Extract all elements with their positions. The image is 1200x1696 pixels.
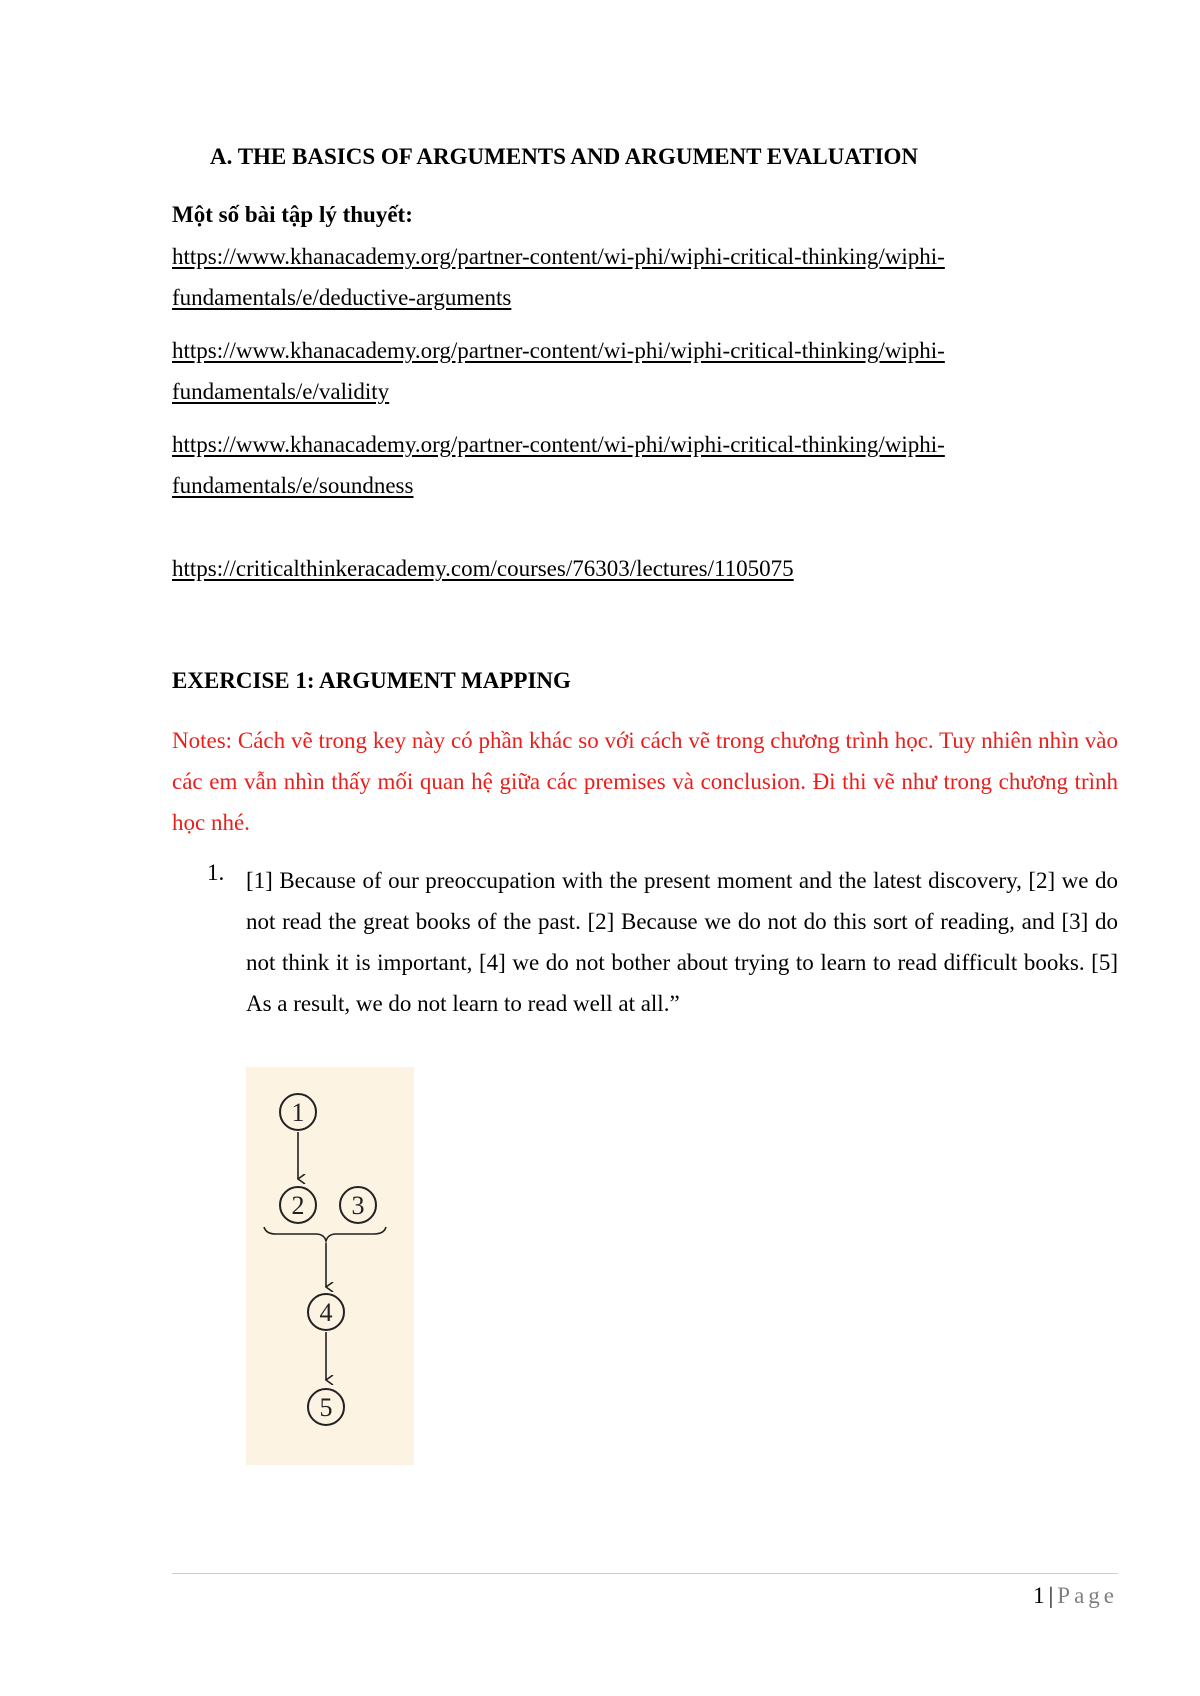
link-line-2: fundamentals/e/soundness [172, 473, 414, 498]
list-item-number: 1. [207, 860, 225, 885]
link-line-1: https://www.khanacademy.org/partner-content/wi-phi/wiphi-critical-thinking/wiphi- [172, 244, 945, 269]
node-label: 5 [319, 1393, 333, 1422]
section-heading: A. THE BASICS OF ARGUMENTS AND ARGUMENT EVALUATION [210, 144, 919, 169]
node-label: 1 [291, 1098, 305, 1127]
page-word: Page [1057, 1583, 1118, 1608]
page-footer [1033, 1583, 1118, 1609]
link-validity[interactable] [172, 330, 945, 412]
link-line-1: https://www.khanacademy.org/partner-content/wi-phi/wiphi-critical-thinking/wiphi- [172, 432, 945, 457]
node-label: 4 [319, 1298, 333, 1327]
notes-paragraph: Notes: Cách vẽ trong key này có phần khác so với cách vẽ trong chương trình học. Tuy nhiên nhìn vào các em vẫn nhìn thấy mối quan hệ giữa các premises và conclusion. Đi thi vẽ như trong chương trình học nhé. [172, 728, 1118, 835]
node-label: 3 [351, 1191, 365, 1220]
page-number: 1 [1033, 1583, 1045, 1608]
link-critical-thinker-academy[interactable] [172, 548, 794, 589]
node-1 [280, 1094, 316, 1130]
node-2 [280, 1187, 316, 1223]
footer-divider [172, 1573, 1118, 1574]
footer-separator: | [1048, 1583, 1054, 1608]
link-line-1: https://www.khanacademy.org/partner-content/wi-phi/wiphi-critical-thinking/wiphi- [172, 338, 945, 363]
node-3 [340, 1187, 376, 1223]
link-line-2: fundamentals/e/deductive-arguments [172, 285, 512, 310]
node-4 [308, 1294, 344, 1330]
link-line-2: fundamentals/e/validity [172, 379, 390, 404]
node-5 [308, 1389, 344, 1425]
link-soundness[interactable] [172, 424, 945, 506]
exercise-title: EXERCISE 1: ARGUMENT MAPPING [172, 668, 571, 693]
grouping-brace [264, 1227, 386, 1241]
argument-map-diagram [246, 1067, 414, 1465]
exercises-subheading: Một số bài tập lý thuyết: [172, 202, 413, 227]
list-item-text: [1] Because of our preoccupation with the present moment and the latest discovery, [2] we do not read the great books of the past. [2] Because we do not do this sort of reading, and [3] do not think it is important, [4] we do not bother about trying to learn to read difficult books. [5] As a result, we do not learn to read well at all.” [246, 868, 1118, 1016]
node-label: 2 [291, 1191, 305, 1220]
link-line-1: https://criticalthinkeracademy.com/courses/76303/lectures/1105075 [172, 556, 794, 581]
link-deductive-arguments[interactable] [172, 236, 945, 318]
